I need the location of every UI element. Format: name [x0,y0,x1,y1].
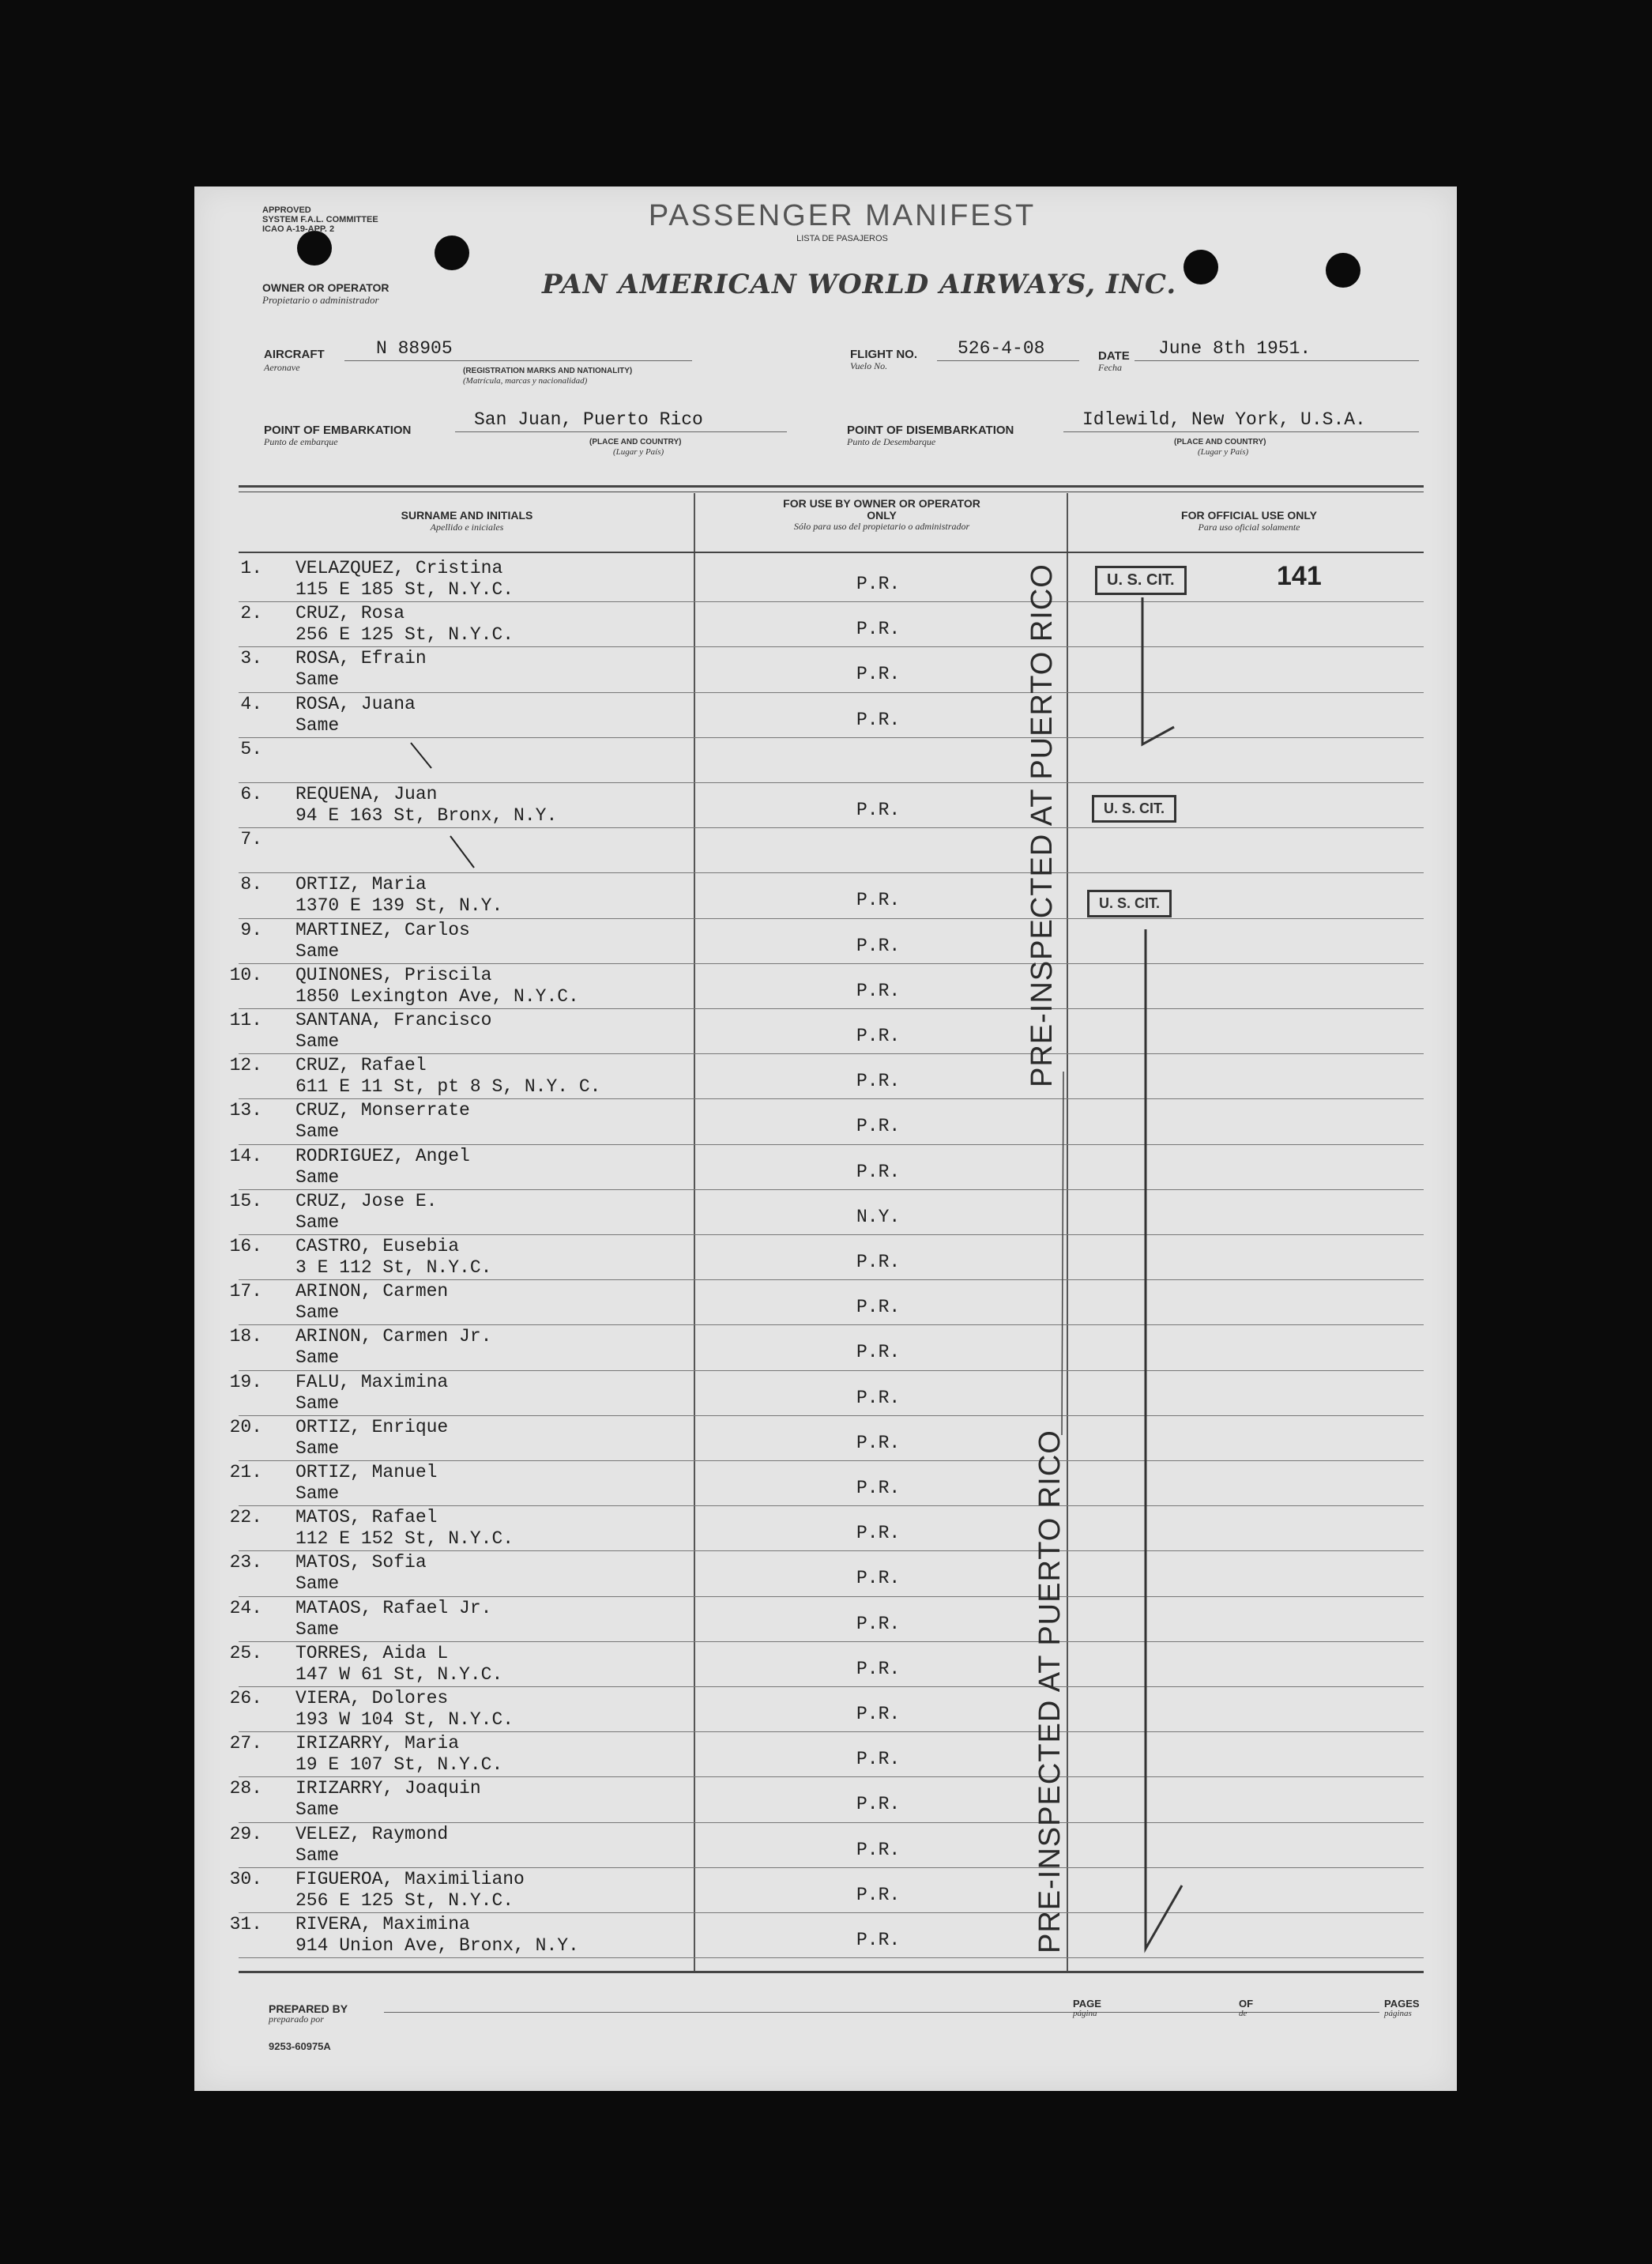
passenger-address: 147 W 61 St, N.Y.C. [295,1663,503,1685]
owner-use-code: P.R. [856,1568,901,1589]
us-cit-stamp: U. S. CIT. [1095,566,1187,595]
passenger-address: 1370 E 139 St, N.Y. [295,895,503,917]
row-number: 11. [229,1010,262,1030]
place2-label-es: (Lugar y País) [1198,447,1249,457]
of-label: OF [1239,1998,1254,2010]
check-mark [1062,1072,1063,1435]
passenger-address: 19 E 107 St, N.Y.C. [295,1754,503,1776]
col2-title-es: Sólo para uso del propietario o administrador [793,521,970,532]
passenger-name: RIVERA, Maximina [295,1914,470,1934]
row-number: 16. [229,1236,262,1256]
owner-use-code: P.R. [856,619,901,640]
owner-use-code: P.R. [856,1342,901,1363]
approved-line: APPROVED [262,205,311,215]
passenger-address: 256 E 125 St, N.Y.C. [295,1889,514,1911]
row-number: 29. [229,1823,262,1844]
us-cit-stamp: U. S. CIT. [1092,795,1176,823]
owner-use-code: P.R. [856,1749,901,1770]
date-value: June 8th 1951. [1158,338,1311,359]
place-label-es: (Lugar y País) [613,447,664,457]
col3-title-es: Para uso oficial solamente [1198,522,1300,533]
passenger-name: TORRES, Aida L [295,1642,449,1663]
row-number: 30. [229,1868,262,1889]
passenger-name: ARINON, Carmen [295,1281,449,1302]
passenger-name: REQUENA, Juan [295,784,438,804]
owner-use-code: N.Y. [856,1206,901,1227]
row-number: 22. [229,1507,262,1528]
row-number: 14. [229,1145,262,1166]
preinspected-stamp: PRE-INSPECTED AT PUERTO RICO [1025,563,1059,1087]
owner-use-code: P.R. [856,1704,901,1724]
embark-label: POINT OF EMBARKATION [264,424,412,437]
place2-label: (PLACE AND COUNTRY) [1174,438,1266,446]
passenger-name: FIGUEROA, Maximiliano [295,1868,525,1889]
row-number: 18. [229,1326,262,1347]
row-number: 13. [229,1100,262,1121]
passenger-address: Same [295,1799,340,1821]
passenger-name: ORTIZ, Enrique [295,1416,449,1437]
col1-title: SURNAME AND INITIALS [401,509,533,522]
table-bottom-rule [239,1971,1424,1973]
aircraft-label: AIRCRAFT [264,348,325,361]
passenger-address: Same [295,1302,340,1324]
manifest-page [194,186,1457,2091]
embark-label-es: Punto de embarque [264,436,338,447]
passenger-name: CRUZ, Jose E. [295,1190,438,1211]
row-number: 31. [229,1914,262,1934]
disembark-label-es: Punto de Desembarque [847,436,936,447]
carrier-name: PAN AMERICAN WORLD AIRWAYS, INC. [542,269,1177,300]
passenger-address: 1850 Lexington Ave, N.Y.C. [295,985,579,1007]
disembark-label: POINT OF DISEMBARKATION [847,424,1014,437]
passenger-name: FALU, Maximina [295,1371,449,1392]
preinspected-stamp: PRE-INSPECTED AT PUERTO RICO [1033,1430,1067,1953]
date-label: DATE [1098,349,1130,363]
owner-use-code: P.R. [856,1297,901,1318]
passenger-name: MATAOS, Rafael Jr. [295,1597,492,1618]
owner-use-code: P.R. [856,890,901,911]
passenger-name: MARTINEZ, Carlos [295,919,470,940]
manifest-title: PASSENGER MANIFEST [648,199,1037,232]
passenger-name: MATOS, Sofia [295,1552,427,1573]
row-number: 21. [229,1462,262,1482]
passenger-address: 914 Union Ave, Bronx, N.Y. [295,1935,579,1956]
row-number: 27. [229,1733,262,1754]
passenger-name: IRIZARRY, Maria [295,1733,460,1754]
approved-line: ICAO A-19-APP. 2 [262,224,335,234]
of-label-es: de [1239,2009,1247,2018]
owner-use-code: P.R. [856,980,901,1001]
approved-line: SYSTEM F.A.L. COMMITTEE [262,215,378,224]
passenger-address: Same [295,1211,340,1233]
passenger-name: ORTIZ, Manuel [295,1462,438,1482]
passenger-name: CRUZ, Rafael [295,1055,427,1076]
owner-use-code: P.R. [856,800,901,820]
col3-title: FOR OFFICIAL USE ONLY [1181,509,1317,522]
passenger-address: Same [295,1483,340,1504]
flight-value: 526-4-08 [958,338,1045,359]
passenger-address: 256 E 125 St, N.Y.C. [295,624,514,646]
passenger-address: Same [295,669,340,691]
owner-use-code: P.R. [856,935,901,956]
row-number: 17. [229,1281,262,1302]
owner-use-code: P.R. [856,1071,901,1092]
row-number: 9. [240,919,262,940]
row-number: 4. [240,693,262,714]
passenger-name: MATOS, Rafael [295,1507,438,1528]
passenger-name: IRIZARRY, Joaquin [295,1778,481,1799]
pen-marks [194,186,1457,2091]
owner-use-code: P.R. [856,1884,901,1905]
owner-use-code: P.R. [856,1432,901,1453]
passenger-address: 611 E 11 St, pt 8 S, N.Y. C. [295,1076,601,1098]
form-number: 9253-60975A [269,2040,331,2052]
owner-use-code: P.R. [856,1658,901,1679]
owner-use-code: P.R. [856,1116,901,1137]
owner-use-code: P.R. [856,1930,901,1950]
passenger-address: 94 E 163 St, Bronx, N.Y. [295,805,558,826]
check-mark [1142,597,1174,744]
row-number: 3. [240,648,262,669]
row-number: 23. [229,1552,262,1573]
aircraft-value: N 88905 [376,338,453,359]
owner-use-code: P.R. [856,664,901,685]
prepared-by-label-es: preparado por [269,2013,324,2025]
passenger-name: ORTIZ, Maria [295,874,427,895]
passenger-address: Same [295,1347,340,1369]
passenger-name: VELAZQUEZ, Cristina [295,558,503,578]
passenger-name: CRUZ, Monserrate [295,1100,470,1121]
passenger-name: VELEZ, Raymond [295,1823,449,1844]
row-number: 1. [240,558,262,578]
passenger-name: ROSA, Juana [295,693,416,714]
passenger-address: Same [295,1573,340,1595]
embark-value: San Juan, Puerto Rico [474,409,703,430]
passenger-name: CASTRO, Eusebia [295,1236,460,1256]
passenger-name: VIERA, Dolores [295,1688,449,1708]
owner-use-code: P.R. [856,1252,901,1272]
passenger-name: ROSA, Efrain [295,648,427,669]
passenger-name: ARINON, Carmen Jr. [295,1326,492,1347]
row-number: 26. [229,1688,262,1708]
owner-use-code: P.R. [856,1161,901,1182]
passenger-address: Same [295,714,340,736]
row-number: 6. [240,784,262,804]
owner-use-code: P.R. [856,1794,901,1815]
passenger-address: Same [295,1437,340,1459]
registration-label-es: (Matrícula, marcas y nacionalidad) [463,376,588,386]
page-label-es: página [1073,2009,1097,2018]
owner-use-code: P.R. [856,1613,901,1634]
owner-label: OWNER OR OPERATOR [262,281,389,294]
flight-label-es: Vuelo No. [850,360,888,371]
page-label: PAGE [1073,1998,1101,2010]
owner-use-code: P.R. [856,1026,901,1046]
owner-use-code: P.R. [856,1523,901,1544]
date-label-es: Fecha [1098,362,1122,373]
owner-use-code: P.R. [856,574,901,594]
passenger-address: Same [295,1166,340,1188]
passenger-address: 3 E 112 St, N.Y.C. [295,1257,492,1278]
col1-title-es: Apellido e iniciales [430,522,504,533]
row-number: 5. [240,738,262,759]
passenger-address: 112 E 152 St, N.Y.C. [295,1528,514,1550]
flight-label: FLIGHT NO. [850,348,917,361]
row-number: 25. [229,1642,262,1663]
blank-entry-mark [411,743,431,768]
passenger-name: QUINONES, Priscila [295,964,492,985]
us-cit-stamp: U. S. CIT. [1087,890,1172,917]
manifest-subtitle: LISTA DE PASAJEROS [796,234,888,243]
pages-label-es: páginas [1384,2009,1412,2018]
row-number: 20. [229,1416,262,1437]
passenger-address: 193 W 104 St, N.Y.C. [295,1709,514,1730]
row-number: 2. [240,603,262,624]
blank-entry-mark [450,836,474,868]
owner-use-code: P.R. [856,1839,901,1860]
row-number: 15. [229,1190,262,1211]
owner-use-code: P.R. [856,1478,901,1498]
passenger-name: RODRIGUEZ, Angel [295,1145,470,1166]
row-number: 19. [229,1371,262,1392]
row-number: 24. [229,1597,262,1618]
check-mark [1146,929,1182,1949]
row-number: 7. [240,829,262,850]
row-number: 8. [240,874,262,895]
passenger-address: Same [295,1031,340,1052]
owner-label-es: Propietario o administrador [262,294,379,306]
passenger-address: Same [295,940,340,962]
passenger-name: CRUZ, Rosa [295,603,405,624]
pages-label: PAGES [1384,1998,1420,2010]
passenger-count: 141 [1277,561,1322,591]
disembark-value: Idlewild, New York, U.S.A. [1082,409,1366,430]
owner-use-code: P.R. [856,709,901,730]
passenger-address: Same [295,1618,340,1640]
row-number: 12. [229,1055,262,1076]
aircraft-label-es: Aeronave [264,362,300,373]
passenger-address: Same [295,1121,340,1143]
registration-label: (REGISTRATION MARKS AND NATIONALITY) [463,367,633,375]
owner-use-code: P.R. [856,1387,901,1408]
prepared-by-label: PREPARED BY [269,2002,348,2015]
passenger-address: 115 E 185 St, N.Y.C. [295,579,514,600]
place-label: (PLACE AND COUNTRY) [589,438,682,446]
row-number: 10. [229,964,262,985]
col2-title: FOR USE BY OWNER OR OPERATOR ONLY [783,497,980,522]
passenger-address: Same [295,1392,340,1414]
row-number: 28. [229,1778,262,1799]
passenger-name: SANTANA, Francisco [295,1010,492,1030]
passenger-address: Same [295,1844,340,1866]
